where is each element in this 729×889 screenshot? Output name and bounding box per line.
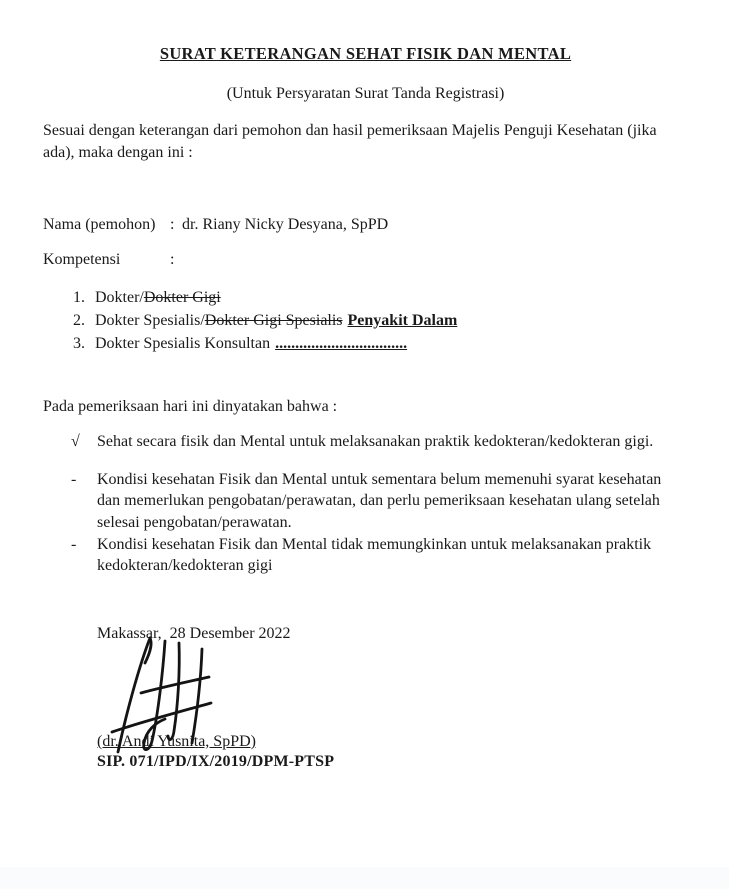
field-label-kompetensi: Kompetensi [43,251,121,269]
declaration-item-checked [43,431,688,453]
signature-block [97,625,688,771]
option-text: Dokter/ [95,289,144,307]
declaration-text: Kondisi kesehatan Fisik dan Mental untuk sementara belum memenuhi syarat kesehatan dan memerlukan pengobatan/perawatan, dan perlu pemeriksaan kesehatan ulang setelah selesai pengobatan/perawatan. [97,470,662,531]
declaration-text: Kondisi kesehatan Fisik dan Mental tidak memungkinkan untuk melaksanakan praktik kedokteran/kedokteran gigi [97,535,652,575]
kompetensi-option-2 [73,309,688,332]
list-number: 2. [73,312,85,330]
field-row-kompetensi [43,251,688,269]
fields-section [43,216,688,269]
option-text: Dokter Spesialis/ [95,312,205,330]
field-row-nama [43,216,688,234]
field-value-kompetensi [182,251,688,269]
document-subtitle: (Untuk Persyaratan Surat Tanda Registrasi) [226,85,505,102]
option-text: Dokter Spesialis Konsultan [95,335,271,353]
list-number: 3. [73,335,85,353]
field-colon: : [170,251,175,269]
declaration-item-unchecked [43,469,688,534]
intro-paragraph: Sesuai dengan keterangan dari pemohon dan hasil pemeriksaan Majelis Penguji Kesehatan (jika ada), maka dengan ini : [43,122,657,162]
document-title: SURAT KETERANGAN SEHAT FISIK DAN MENTAL [159,44,572,63]
list-number: 1. [73,289,85,307]
struck-option: Dokter Gigi Spesialis [204,312,343,330]
declaration-list [43,431,688,577]
declaration-text: Sehat secara fisik dan Mental untuk melaksanakan praktik kedokteran/kedokteran gigi. [97,433,654,451]
kompetensi-option-1 [73,286,688,309]
declaration-intro: Pada pemeriksaan hari ini dinyatakan bahwa : [43,398,338,416]
kompetensi-list [43,286,688,355]
struck-option: Dokter Gigi [143,289,221,307]
declaration-item-unchecked [43,534,688,577]
field-colon: : [170,216,175,234]
signatory-name: (dr. Andi Yusnita, SpPD) [97,732,256,750]
field-value-nama: dr. Riany Nicky Desyana, SpPD [182,216,389,234]
selected-specialty: Penyakit Dalam [347,312,458,330]
sip-number: SIP. 071/IPD/IX/2019/DPM-PTSP [97,752,335,770]
place-date-line: Makassar, 28 Desember 2022 [97,624,291,642]
check-mark-icon: √ [71,433,80,451]
dotted-blank-line: ................................. [275,335,408,353]
footer-band [0,867,729,889]
kompetensi-option-3 [73,332,688,355]
field-label-nama: Nama (pemohon) [43,216,156,234]
dash-bullet: - [71,470,77,488]
dash-bullet: - [71,535,77,553]
